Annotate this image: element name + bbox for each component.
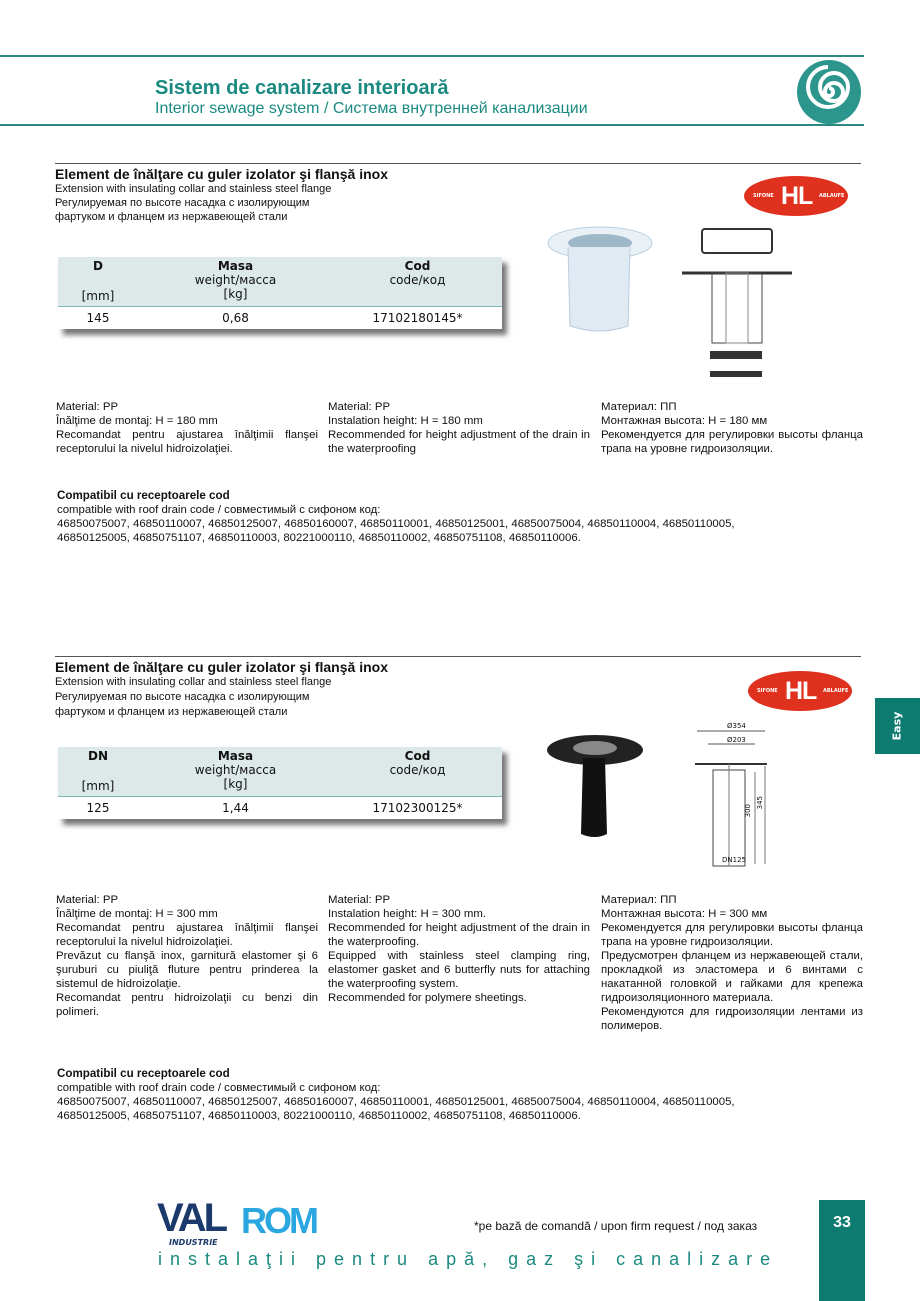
- product-subtitle-ru: Регулируемая по высоте насадка с изолирующим: [55, 691, 310, 703]
- section-rule: [55, 163, 861, 164]
- compatibility-block: Compatibil cu receptoarele cod compatible with roof drain code / совместимый с сифоном код: 46850075007, 46850110007, 46850125007, 46850160007, 46850110001, 46850125001, 46850075004, 46850110004, 46850110005, 46850125005, 46850751107, 46850110003, 80221000110, 46850110002, 46850751108, 46850110006.: [57, 1067, 735, 1122]
- header-top-rule: [0, 55, 864, 57]
- description-ru: Материал: ПП Монтажная высота: H = 300 мм Рекомендуется для регулировки высоты фланца трапа на уровне гидроизоляции. Предусмотрен фланцем из нержавеющей стали, прокладкой из эластомера и 6 винтами с накатанной головкой и гайками для крепежа гидроизоляционного материала. Рекомендуются для гидроизоляции лентами из полимеров.: [601, 894, 863, 1032]
- valrom-logo: VAL ROM INDUSTRIE: [157, 1196, 316, 1247]
- product-subtitle-ru-2: фартуком и фланцем из нержавеющей стали: [55, 211, 288, 223]
- product-image: [540, 221, 870, 386]
- product-title: Element de înălţare cu guler izolator şi flanşă inox: [55, 166, 388, 182]
- spiral-logo-icon: [794, 60, 864, 124]
- drawing-dim-height: 300: [744, 804, 752, 818]
- col-mass-unit: [kg]: [223, 287, 248, 301]
- product-subtitle-en: Extension with insulating collar and stainless steel flange: [55, 676, 332, 688]
- page-subtitle: Interior sewage system / Система внутренней канализации: [155, 100, 588, 117]
- header-bottom-rule: [0, 124, 864, 126]
- col-mass-header: Masa: [217, 749, 254, 763]
- page-number: 33: [819, 1200, 865, 1301]
- drawing-dim-dn: DN125: [722, 856, 746, 864]
- col-dn-unit: [mm]: [81, 779, 115, 793]
- drawing-dim-inner-diameter: Ø203: [727, 736, 746, 744]
- cell-code: 17102180145*: [372, 311, 463, 325]
- col-mass-unit: [kg]: [223, 777, 248, 791]
- col-mass-sub: weight/масса: [194, 273, 277, 287]
- cell-mass: 1,44: [222, 801, 249, 815]
- hl-brand-logo: SIFONE HL ABLAUFE: [748, 671, 852, 711]
- table-row: [58, 797, 502, 819]
- description-ro: Material: PP Înălţime de montaj: H = 300 mm Recomandat pentru ajustarea înălţimii flanşei receptorului la nivelul hidroizolaţiei. Prevăzut cu flanşă inox, garnitură elastomer şi 6 şuruburi cu piuliţă fluture pentru prinderea la sistemul de hidroizolaţie. Recomandat pentru hidroizolaţii cu benzi din polimeri.: [56, 894, 318, 1018]
- drawing-dim-outer-diameter: Ø354: [727, 722, 746, 730]
- col-d-unit: [mm]: [81, 289, 115, 303]
- product-subtitle-en: Extension with insulating collar and stainless steel flange: [55, 183, 332, 195]
- drawing-dim-total-height: 345: [756, 796, 764, 810]
- col-dn-header: DN: [87, 749, 108, 763]
- compatibility-block: Compatibil cu receptoarele cod compatible with roof drain code / совместимый с сифоном код: 46850075007, 46850110007, 46850125007, 46850160007, 46850110001, 46850125001, 46850075004, 46850110004, 46850110005, 46850125005, 46850751107, 46850110003, 80221000110, 46850110002, 46850751108, 46850110006.: [57, 489, 735, 544]
- page-title: Sistem de canalizare interioară: [155, 77, 449, 99]
- description-ro: Material: PP Înălţime de montaj: H = 180 mm Recomandat pentru ajustarea înălţimii flanşei receptorului la nivelul hidroizolaţiei.: [56, 401, 318, 455]
- product-title: Element de înălţare cu guler izolator şi flanşă inox: [55, 659, 388, 675]
- cell-mass: 0,68: [222, 311, 249, 325]
- col-code-header: Cod: [404, 259, 431, 273]
- section-rule: [55, 656, 861, 657]
- description-en: Material: PP Instalation height: H = 300 mm. Recommended for height adjustment of the drain in the waterproofing. Equipped with stainless steel clamping ring, elastomer gasket and 6 butterfly nuts for attaching the waterproofing system. Recommended for polymere sheetings.: [328, 894, 590, 1004]
- hl-brand-logo: SIFONE HL ABLAUFE: [744, 176, 848, 216]
- product-subtitle-ru-2: фартуком и фланцем из нержавеющей стали: [55, 706, 288, 718]
- description-en: Material: PP Instalation height: H = 180 mm Recommended for height adjustment of the drain in the waterproofing: [328, 401, 590, 455]
- table-row: [58, 307, 502, 329]
- tagline: instalaţii pentru apă, gaz şi canalizare: [158, 1249, 779, 1269]
- product-image: [545, 724, 805, 874]
- order-footnote: *pe bază de comandă / upon firm request / под заказ: [474, 1219, 758, 1233]
- col-code-sub: code/код: [389, 273, 446, 287]
- product-table: [58, 257, 502, 329]
- col-code-sub: code/код: [389, 763, 446, 777]
- col-mass-header: Masa: [217, 259, 254, 273]
- cell-d: 145: [86, 311, 110, 325]
- col-mass-sub: weight/масса: [194, 763, 277, 777]
- col-code-header: Cod: [404, 749, 431, 763]
- description-ru: Материал: ПП Монтажная высота: H = 180 мм Рекомендуется для регулировки высоты фланца трапа на уровне гидроизоляции.: [601, 401, 863, 455]
- cell-code: 17102300125*: [372, 801, 463, 815]
- product-subtitle-ru: Регулируемая по высоте насадка с изолирующим: [55, 197, 310, 209]
- side-tab-easy: Easy: [875, 698, 920, 754]
- col-d-header: D: [93, 259, 103, 273]
- product-table: [58, 747, 502, 819]
- cell-dn: 125: [86, 801, 110, 815]
